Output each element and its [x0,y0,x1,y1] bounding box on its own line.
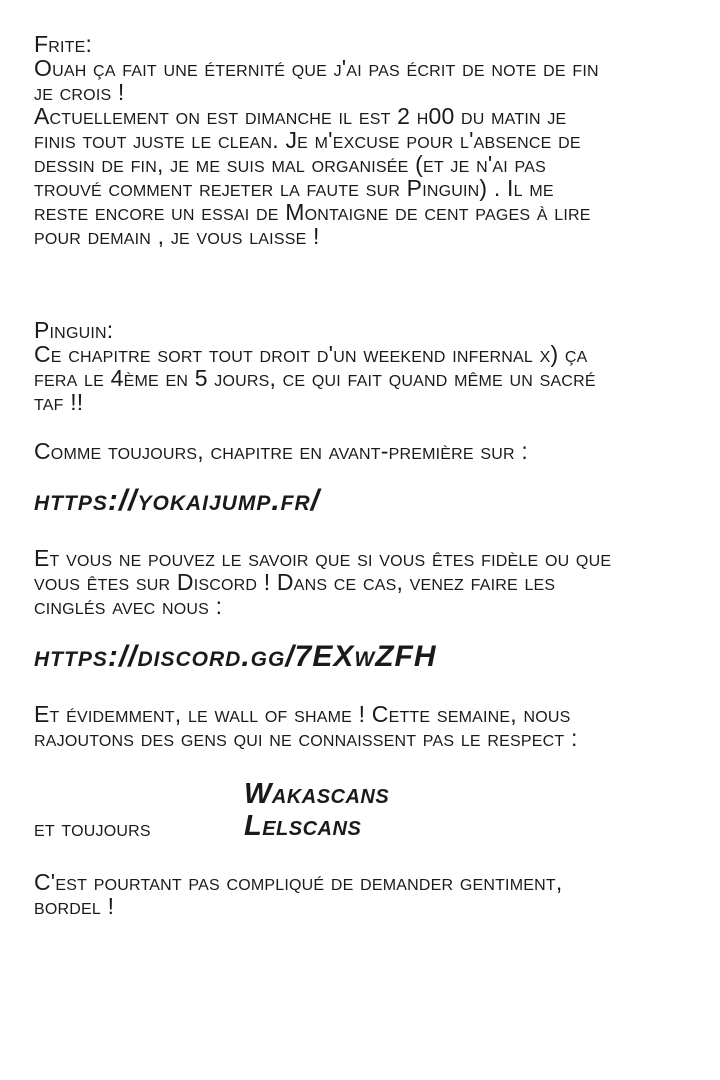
pinguin-line-1: Ce chapitre sort tout droit d'un weekend infernal x) ça [34,341,588,367]
frite-line-6: trouvé comment rejeter la faute sur Pinguin) . Il me [34,175,554,201]
shame-name-1: Wakascans [244,778,390,810]
frite-author: Frite: [34,31,93,57]
frite-line-4: finis tout juste le clean. Je m'excuse pour l'absence de [34,127,581,153]
preview-line: Comme toujours, chapitre en avant-première sur : [34,438,528,464]
shame-name-2: Lelscans [244,810,362,842]
pinguin-line-2: fera le 4ème en 5 jours, ce qui fait quand même un sacré [34,365,596,391]
frite-line-8: pour demain , je vous laisse ! [34,223,320,249]
shame-line-1: Et évidemment, le wall of shame ! Cette semaine, nous [34,701,571,727]
discord-line-1: Et vous ne pouvez le savoir que si vous êtes fidèle ou que [34,545,612,571]
discord-link[interactable]: https://discord.gg/7EXwZFH [34,640,437,673]
site-link[interactable]: https://yokaijump.fr/ [34,484,321,517]
frite-line-1: Ouah ça fait une éternité que j'ai pas écrit de note de fin [34,55,599,81]
frite-line-2: je crois ! [34,79,125,105]
closing-line-1: C'est pourtant pas compliqué de demander gentiment, [34,869,563,895]
frite-line-3: Actuellement on est dimanche il est 2 h00 du matin je [34,103,567,129]
pinguin-author: Pinguin: [34,317,114,343]
pinguin-line-3: taf !! [34,389,84,415]
discord-line-2: vous êtes sur Discord ! Dans ce cas, venez faire les [34,569,556,595]
frite-line-5: dessin de fin, je me suis mal organisée (et je n'ai pas [34,151,546,177]
frite-line-7: reste encore un essai de Montaigne de cent pages à lire [34,199,591,225]
closing-line-2: bordel ! [34,893,115,919]
shame-line-2: rajoutons des gens qui ne connaissent pas le respect : [34,725,578,751]
always-label: et toujours [34,815,151,841]
discord-line-3: cinglés avec nous : [34,593,223,619]
